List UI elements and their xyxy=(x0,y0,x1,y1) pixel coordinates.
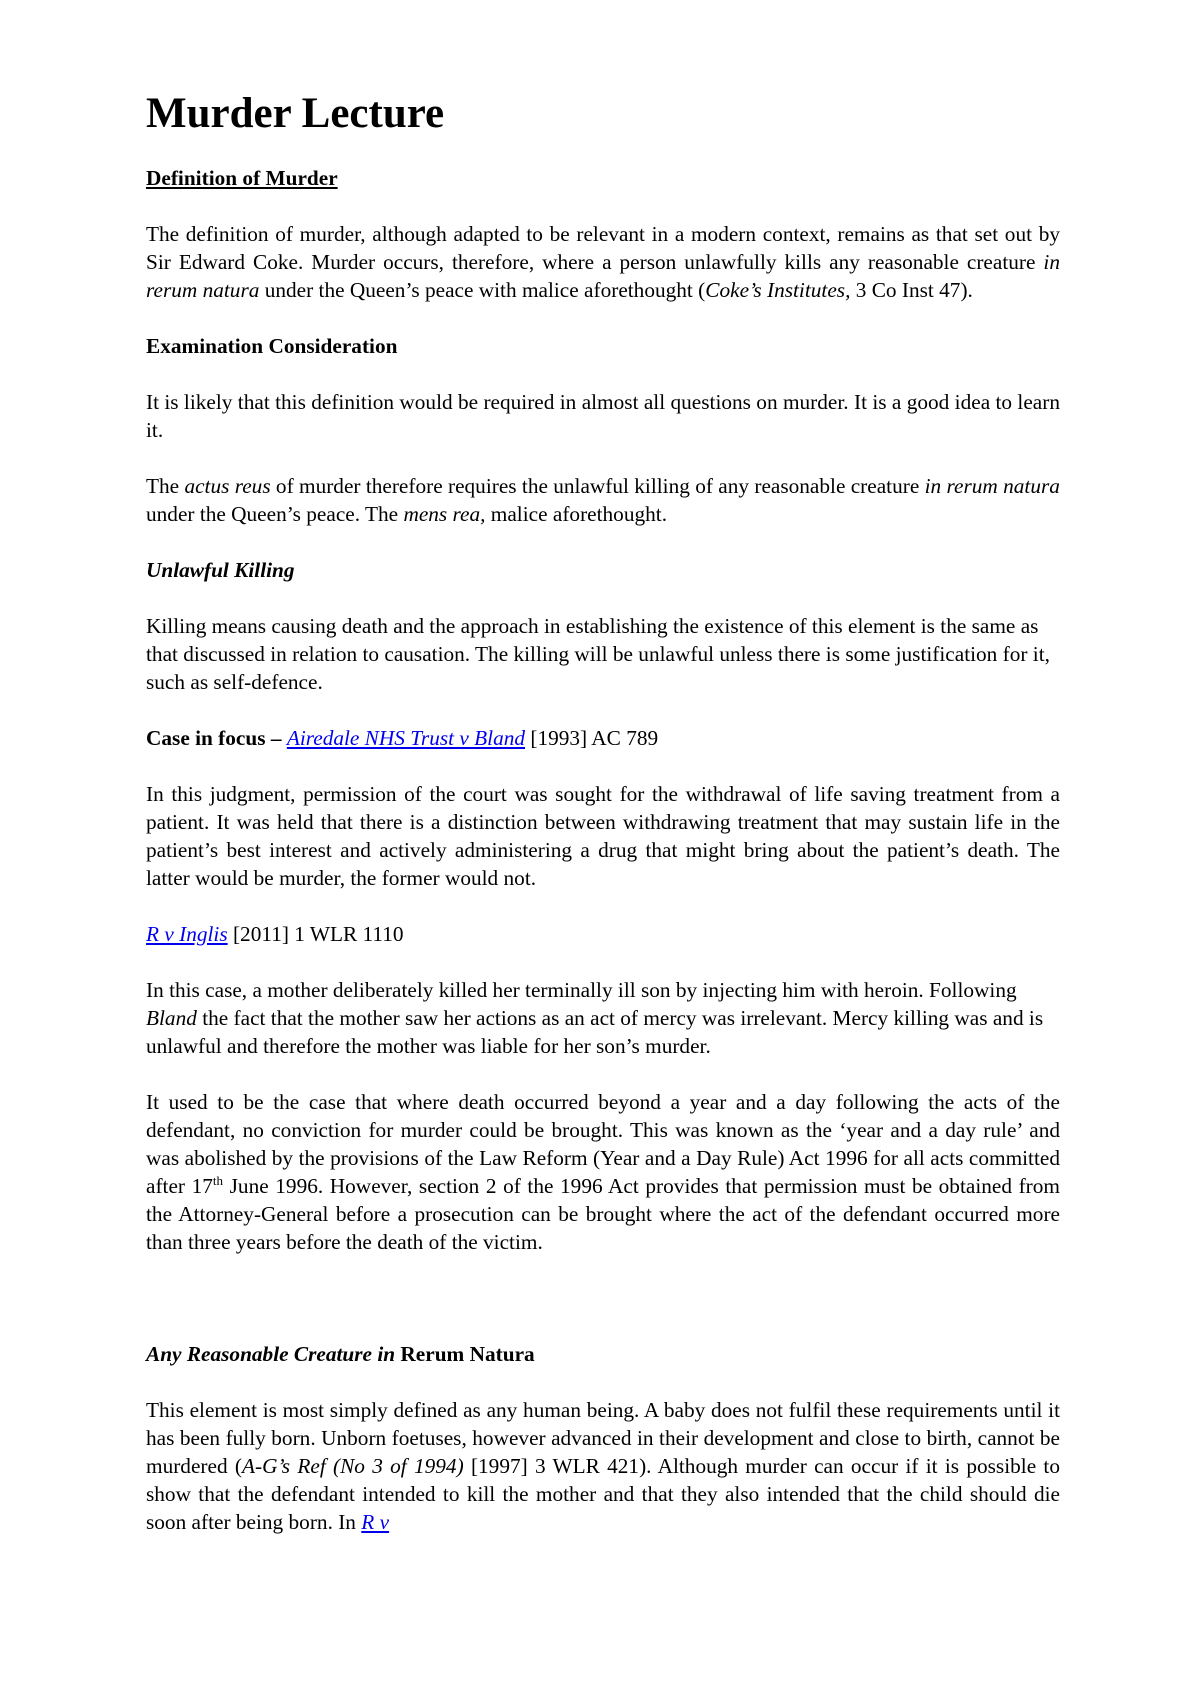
heading-examination: Examination Consideration xyxy=(146,334,398,358)
superscript: th xyxy=(212,1172,224,1188)
text-span: malice aforethought. xyxy=(485,502,668,526)
page-title: Murder Lecture xyxy=(146,90,445,137)
text-span: Rerum Natura xyxy=(395,1342,535,1366)
text-span: 3 Co Inst 47). xyxy=(850,278,973,302)
text-span: This element is most simply defined as any human being. A baby does not fulfil these requirements until it has been fully born. Unborn foetuses, however advanced in their development and close to birth, cannot be murdered ( xyxy=(146,1398,1060,1478)
paragraph-year-and-a-day xyxy=(146,1088,1060,1256)
paragraph-inglis xyxy=(146,976,1060,1060)
case-citation: [2011] 1 WLR 1110 xyxy=(227,922,404,946)
paragraph-reasonable-creature xyxy=(146,1396,1060,1536)
text-span: In this case, a mother deliberately killed her terminally ill son by injecting him with heroin. Following xyxy=(146,978,1017,1002)
text-span: It used to be the case that where death occurred beyond a year and a day following the acts of the defendant, no conviction for murder could be brought. This was known as the ‘year and a day rule’ and was abolished by the provisions of the Law Reform (Year and a Day Rule) Act 1996 for all acts committed after 17 xyxy=(146,1090,1060,1198)
italic-text: A-G’s Ref (No 3 of 1994) xyxy=(241,1454,464,1478)
italic-text: in rerum natura xyxy=(146,250,1060,302)
case-in-focus-label: Case in focus – xyxy=(146,726,287,750)
spacer xyxy=(146,1284,1060,1340)
text-span: under the Queen’s peace with malice aforethought ( xyxy=(259,278,706,302)
text-span: The definition of murder, although adapted to be relevant in a modern context, remains as that set out by Sir Edward Coke. Murder occurs, therefore, where a person unlawfully kills any reasonable creature xyxy=(146,222,1060,274)
italic-text: Bland xyxy=(146,1006,197,1030)
inglis-line xyxy=(146,920,1060,948)
italic-text: mens rea, xyxy=(403,502,486,526)
text-span: under the Queen’s peace. The xyxy=(146,502,404,526)
paragraph-exam-1: It is likely that this definition would be required in almost all questions on murder. It is a good idea to learn it. xyxy=(146,390,1060,442)
link-r-v-inglis[interactable]: R v Inglis xyxy=(146,922,228,946)
paragraph-bland: In this judgment, permission of the court was sought for the withdrawal of life saving treatment from a patient. It was held that there is a distinction between withdrawing treatment that may sustain life in the patient’s best interest and actively administering a drug that might bring about the patient’s death. The latter would be murder, the former would not. xyxy=(146,782,1060,890)
heading-reasonable-creature xyxy=(146,1340,1060,1368)
italic-text: actus reus xyxy=(184,474,271,498)
heading-unlawful-killing: Unlawful Killing xyxy=(146,558,295,582)
text-span: June 1996. However, section 2 of the 1996 Act provides that permission must be obtained from the Attorney-General before a prosecution can be brought where the act of the defendant occurred more than three years before the death of the victim. xyxy=(146,1174,1060,1254)
case-in-focus-line xyxy=(146,724,1060,752)
text-span: [1997] 3 WLR 421). Although murder can occur if it is possible to show that the defendant intended to kill the mother and that they also intended that the child should die soon after being born. In xyxy=(146,1454,1060,1534)
italic-text: Any Reasonable Creature in xyxy=(146,1342,396,1366)
link-airedale-bland[interactable]: Airedale NHS Trust v Bland xyxy=(286,726,526,750)
case-citation: [1993] AC 789 xyxy=(525,726,659,750)
paragraph-definition xyxy=(146,220,1060,304)
heading-definition: Definition of Murder xyxy=(146,166,338,190)
italic-text: Coke’s Institutes, xyxy=(705,278,851,302)
document-page xyxy=(146,88,1060,1564)
text-span: the fact that the mother saw her actions as an act of mercy was irrelevant. Mercy killing was and is unlawful and therefore the mother was liable for her son’s murder. xyxy=(146,1006,1044,1058)
paragraph-exam-2 xyxy=(146,472,1060,528)
italic-text: in rerum natura xyxy=(924,474,1060,498)
text-span: of murder therefore requires the unlawful killing of any reasonable creature xyxy=(270,474,925,498)
text-span: The xyxy=(146,474,185,498)
paragraph-unlawful: Killing means causing death and the approach in establishing the existence of this element is the same as that discussed in relation to causation. The killing will be unlawful unless there is some justification for it, such as self-defence. xyxy=(146,614,1050,694)
link-r-v[interactable]: R v xyxy=(361,1510,390,1534)
